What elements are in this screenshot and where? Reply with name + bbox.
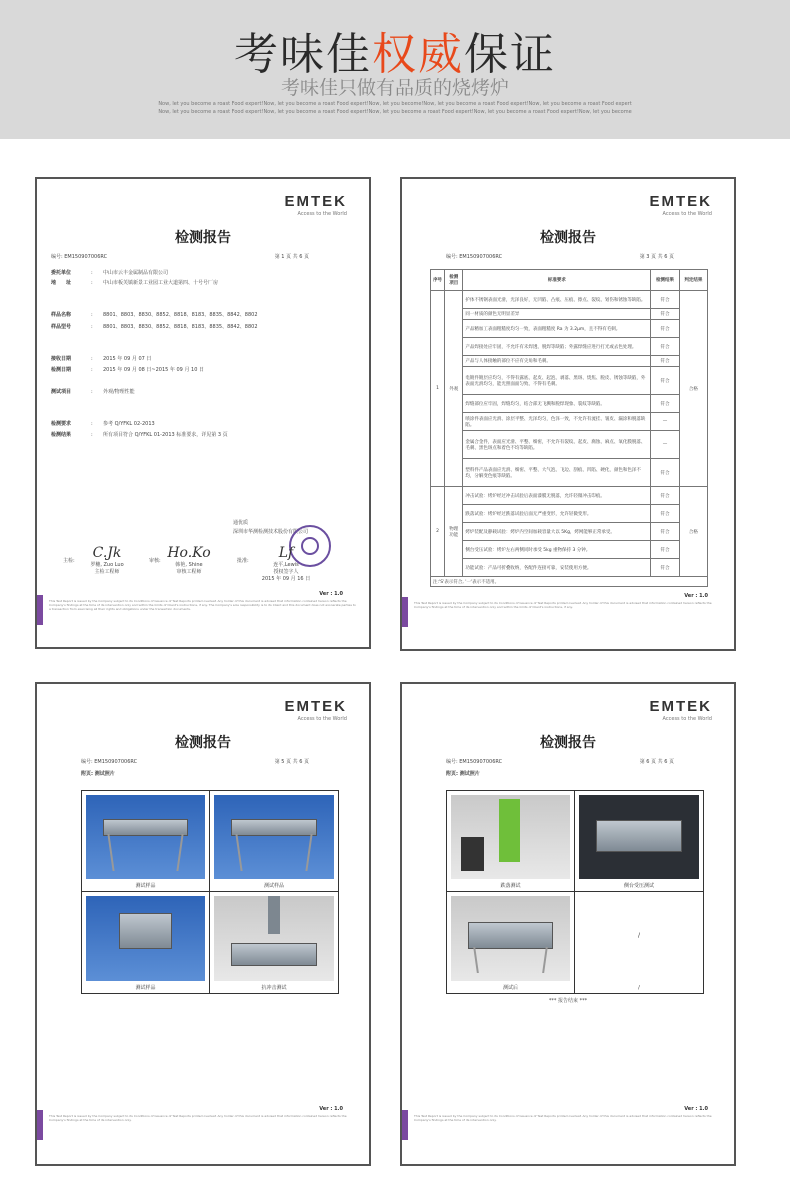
issuer-label: 通优质 bbox=[233, 520, 249, 526]
receive-date-row: 接收日期 : 2015 年 09 月 07 日 bbox=[51, 356, 152, 362]
emtek-logo: EMTEK Access to the World bbox=[284, 698, 347, 722]
report-page-1[interactable]: EMTEK Access to the World 检测报告 编号: EM150907006RC 第 1 页 共 6 页 委托单位 : 中山市云丰金属制品有限公司 地 址 : 中山市板芙镇新景工业园工业大道第四、十号号厂房 样品名称 : 8801、8803、8830、8852、8818、8183、8835、8842、8802 样品型号 : 8801、8803、8830、8852、8818、8183、8835、8842、8802 接收日期 : 2015 年 09 月 07 日 检测日期 : 2015 年 09 月 08 日~2015 年 09 月 10 日 测试项目 : 外观/物理性能 检测要求 : 参考 Q/YFKL 02-2013 检测结果 : 所有项目符合 Q/YFKL 01-2013 标准要求，详见第 3 页 通优质 深圳市华测检测技术股份有限公司 C.Jk 罗穗, Zuo Luo 主检工程师 主检: Ho.Ko 韩艳, Shine 审核工程师 审核: Lf 连平,Lewis 授权签字人 2015 年 09 月 16 日 批准: Ver : 1.0 This Test Report is issued by the Company subject to its Conditions of Issuance of Test Reports printed overleaf. Any holder of this document is advised that information contained hereon reflects the Company's findings at the time of its intervention only and within the limits of Client's instructions, if any. The Company's sole responsibility is to its Client and this document does not exonerate parties to a transaction from exercising all their rights and obligations under the transaction documents. bbox=[35, 177, 371, 649]
signature-approver: Lf 连平,Lewis 授权签字人 2015 年 09 月 16 日 bbox=[261, 545, 311, 582]
version-label: Ver : 1.0 bbox=[319, 1106, 343, 1112]
test-date-row: 检测日期 : 2015 年 09 月 08 日~2015 年 09 月 10 日 bbox=[51, 367, 204, 373]
banner-title-highlight: 权威 bbox=[372, 29, 464, 80]
attachment-label: 附页: 测试照片 bbox=[446, 771, 480, 777]
inspection-table: 序号 检测项目 标准要求 检测结果 判定结果 1 外观 护体不锈钢表面光滑，光泽良好，无凹陷、凸痕、压痕、擦点、裂纹、划伤和锈蚀等缺陷。 符合 合格 同一材质的颜色无明显差异 符合 产品精加工表面粗糙度均匀一致，表面粗糙度 Ra 为 3.2μm，且不得有毛刺。 符合 产品焊接处应牢固，不允许有未焊透、脱焊等缺陷；外露焊缝应进行打光或去色处理。 符合 产品与人体接触的部位不应有尖角和毛刺。 符合 电镀件镀层应均匀，不得有露底、起皮、起泡、剥落、黑斑、烧焦、脱皮、锈蚀等缺陷，外表面光滑均匀，能光照面面匀致、不得有毛刺。 符合 焊缝部位应牢固，焊缝均匀，结合部无飞溅和脱焊现象、裂纹等缺陷。 符合 喷涂件表面应光滑、涂层平整、光泽均匀，色泽一致，不允许有流挂、皱皮、漏涂和脱落缺陷。 — 金属合金件，表面应光滑、平整、细密，不允许有裂纹、起皮、腐蚀、麻点、氧化膜脱落、毛刺、黑色斑点和着色不均等缺陷。 — 塑料件产品表面应光滑、细密、平整、大气泡、飞边、刮痕、凹陷、硬化，颜色和色泽不均，分解变色痕等缺陷。 符合 2 物理功能 冲击试验：烤炉经过冲击试验后表面漆膜无脱落，允许轻微冲击印痕。 符合 合格 跌落试验：烤炉经过跌落试验后面无严重变形，允许轻微变形。 符合 烤炉装配及静载试验：烤炉内空间加载容量大以 5Kg，烤网能够正常承受。 符合 侧台受压试验：烤炉左右两侧同时承受 5kg 重物保持 3 分钟。 符合 功能试验：产品可折叠收纳，各配件连接可靠，安装使用方便。 符合 注:'S'表示符合, '一'表示不适用。 bbox=[430, 269, 708, 587]
version-label: Ver : 1.0 bbox=[684, 1106, 708, 1112]
doc-title: 检测报告 bbox=[540, 230, 596, 246]
photo-empty: / / bbox=[637, 932, 641, 991]
report-end: *** 报告结束 *** bbox=[548, 998, 588, 1004]
footer-disclaimer: This Test Report is issued by the Company subject to its Conditions of Issuance of Test Reports printed overleaf. Any holder of this document is advised that information contained hereon reflects the Company's findings at the time of its intervention only and within the limits of Client's instructions, if any. bbox=[414, 601, 712, 609]
page-number: 第 1 页 共 6 页 bbox=[274, 254, 309, 260]
signature-inspector: C.Jk 罗穗, Zuo Luo 主检工程师 bbox=[90, 545, 124, 575]
attachment-label: 附页: 测试照片 bbox=[81, 771, 115, 777]
footer-accent bbox=[402, 597, 408, 627]
banner-subtitle: 考味佳只做有品质的烧烤炉 bbox=[280, 77, 509, 99]
sample-model-row: 样品型号 : 8801、8803、8830、8852、8818、8183、8835、8842、8802 bbox=[51, 324, 258, 330]
signature-reviewer: Ho.Ko 韩艳, Shine 审核工程师 bbox=[167, 545, 211, 575]
page-number: 第 6 页 共 6 页 bbox=[639, 759, 674, 765]
version-label: Ver : 1.0 bbox=[684, 593, 708, 599]
banner-tagline: Now, let you become a roast Food expert!Now, let you become a roast Food expert!Now, let you become!Now, let you become a roast Food expert!Now, let you become a roast Food expert Now, let you become a roast Food expert!Now, let you become a roast Food expert!Now, let you become a roast Food expert!Now, let you become a roast Food expert!Now, let you become bbox=[158, 101, 632, 115]
footer-accent bbox=[37, 1110, 43, 1140]
requirement-row: 检测要求 : 参考 Q/YFKL 02-2013 bbox=[51, 421, 155, 427]
footer-disclaimer: This Test Report is issued by the Company subject to its Conditions of Issuance of Test Reports printed overleaf. Any holder of this document is advised that information contained hereon reflects the Company's findings at the time of its intervention only and within the limits of Client's instructions, if any. The Company's sole responsibility is to its Client and this document does not exonerate parties to a transaction from exercising all their rights and obligations under the transaction documents. bbox=[49, 599, 356, 611]
report-number: 编号: EM150907006RC bbox=[51, 254, 108, 260]
photo-sample-1[interactable]: 测试样品 bbox=[82, 791, 210, 892]
photo-drop-test[interactable]: 跌落测试 bbox=[447, 791, 575, 892]
report-page-5[interactable] bbox=[35, 682, 371, 1166]
page-number: 第 3 页 共 6 页 bbox=[639, 254, 674, 260]
table-note: 注:'S'表示符合, '一'表示不适用。 bbox=[431, 577, 708, 587]
footer-disclaimer: This Test Report is issued by the Company subject to its Conditions of Issuance of Test Reports printed overleaf. Any holder of this document is advised that information contained hereon reflects the Company's findings at the time of its intervention only. bbox=[414, 1114, 712, 1122]
photo-impact-test[interactable]: 抗冲击测试 bbox=[210, 892, 338, 993]
client-row: 委托单位 : 中山市云丰金属制品有限公司 bbox=[51, 270, 169, 276]
photo-grid bbox=[446, 790, 704, 994]
issuer-name: 深圳市华测检测技术股份有限公司 bbox=[233, 529, 309, 535]
doc-title: 检测报告 bbox=[175, 230, 231, 246]
page-number: 第 5 页 共 6 页 bbox=[274, 759, 309, 765]
footer-accent bbox=[402, 1110, 408, 1140]
report-number: 编号: EM150907006RC bbox=[446, 254, 503, 260]
test-item-row: 测试项目 : 外观/物理性能 bbox=[51, 389, 135, 395]
photo-sample-2[interactable]: 测试样品 bbox=[210, 791, 338, 892]
report-number: 编号: EM150907006RC bbox=[446, 759, 503, 765]
report-number: 编号: EM150907006RC bbox=[81, 759, 138, 765]
photo-side-pressure-test[interactable]: 侧台受压测试 bbox=[575, 791, 703, 892]
version-label: Ver : 1.0 bbox=[319, 591, 343, 597]
footer-accent bbox=[37, 595, 43, 625]
header-banner bbox=[0, 0, 790, 139]
footer-disclaimer: This Test Report is issued by the Company subject to its Conditions of Issuance of Test Reports printed overleaf. Any holder of this document is advised that information contained hereon reflects the Company's findings at the time of its intervention only. bbox=[49, 1114, 347, 1122]
address-row: 地 址 : 中山市板芙镇新景工业园工业大道第四、十号号厂房 bbox=[51, 280, 219, 286]
report-page-3[interactable] bbox=[400, 177, 736, 651]
photo-after-test[interactable]: 测试后 bbox=[447, 892, 575, 993]
banner-title: 考味佳权威保证 bbox=[234, 29, 556, 80]
emtek-logo: EMTEK Access to the World bbox=[284, 193, 347, 217]
emtek-logo: EMTEK Access to the World bbox=[649, 698, 712, 722]
report-page-6[interactable] bbox=[400, 682, 736, 1166]
conclusion-row: 检测结果 : 所有项目符合 Q/YFKL 01-2013 标准要求，详见第 3 页 bbox=[51, 432, 228, 438]
photo-sample-3[interactable]: 测试样品 bbox=[82, 892, 210, 993]
emtek-logo: EMTEK Access to the World bbox=[649, 193, 712, 217]
photo-grid bbox=[81, 790, 339, 994]
doc-title: 检测报告 bbox=[540, 735, 596, 751]
sample-name-row: 样品名称 : 8801、8803、8830、8852、8818、8183、8835、8842、8802 bbox=[51, 312, 258, 318]
doc-title: 检测报告 bbox=[175, 735, 231, 751]
